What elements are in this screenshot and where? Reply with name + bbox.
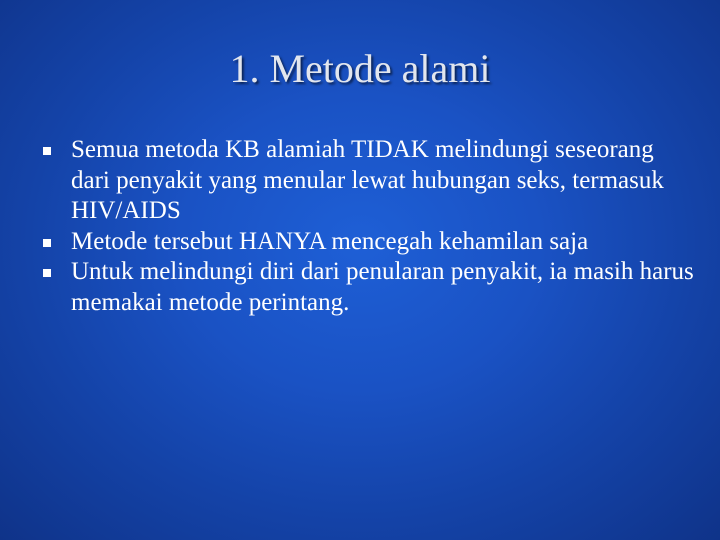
- square-bullet-icon: [43, 147, 51, 155]
- bullet-item: [0, 257, 720, 318]
- bullet-text: Metode tersebut HANYA mencegah kehamilan saja: [71, 227, 589, 255]
- bullet-text: Untuk melindungi diri dari penularan penyakit, ia masih harus memakai metode perintang.: [71, 258, 694, 316]
- bullet-item: [0, 135, 720, 227]
- bullet-list: [0, 135, 720, 318]
- square-bullet-icon: [43, 269, 51, 277]
- square-bullet-icon: [43, 239, 51, 247]
- slide-title: 1. Metode alami: [229, 46, 491, 91]
- bullet-item: [0, 227, 720, 258]
- bullet-text: Semua metoda KB alamiah TIDAK melindungi seseorang dari penyakit yang menular lewat hubungan seks, termasuk HIV/AIDS: [71, 136, 664, 224]
